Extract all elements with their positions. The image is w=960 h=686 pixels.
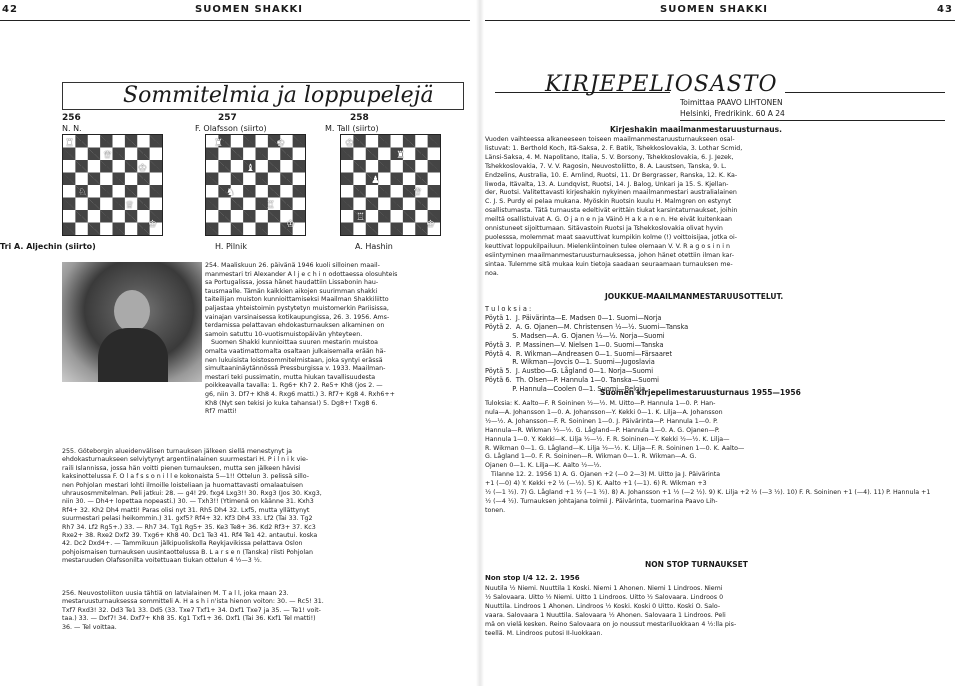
problem-257-author: F. Olafsson (siirto): [195, 124, 267, 133]
masthead-title: KIRJEPELIOSASTO: [545, 72, 778, 97]
editor-line: Toimittaa PAAVO LIHTONEN: [680, 98, 783, 107]
photo-body: [98, 328, 168, 382]
masthead-rule-bottom: [680, 120, 945, 121]
heading-non-stop: NON STOP TURNAUKSET: [645, 560, 748, 569]
problem-256-author: N. N.: [62, 124, 82, 133]
address-line: Helsinki, Fredrikink. 60 A 24: [680, 109, 785, 118]
right-page: [485, 0, 960, 686]
problem-258-number: 258: [350, 113, 369, 123]
section-title: Sommitelmia ja loppupelejä: [123, 83, 434, 108]
left-page: [0, 0, 475, 686]
article-254: 254. Maaliskuun 26. päivänä 1946 kuoli silloinen maail- manmestari tri Alexander A l j e c h i n odottaessa olosuhteis sa Portugalissa, jossa hänet haudattiin Lissabonin hau- tausmaalle. Tämän kaikkien aikojen suurimman shakki taiteilijan muiston kunnioittamiseksi Maailman Shakkiliitto paljastaa yhteistoimin pystytetyn muistomerkin Pariisissa, vainajan varsinaisessa kotikaupungissa, 26. 3. 1956. Ams- terdamissa pelattavan ehdokasturnauksen alkaminen on samoin satuttu 10-vuotismuistopäivän yhteyteen. Suomen Shakki kunnioittaa suuren mestarin muistoa omalta vaatimattomalta osaltaan julkaisemalla erään hä- nen lukuisista loistosommitelmistaan, joka syntyi erässä simultaaninäytännössä Pressburgissa v. 1933. Maailman- mestari teki pussimatin, mutta hiukan tavallisuudesta poikkeavalla tavalla: 1. Rg6+ Kh7 2. Re5+ Kh8 (jos 2. — g6, niin 3. Df7+ Kh8 4. Rxg6 matti.) 3. Rf7+ Kg8 4. Rxh6++ Kh8 (Nyt sen tekisi jo kuka tahansa!) 5. Dg8+! Txg8 6. Rf7 matti!: [205, 262, 398, 416]
non-stop-text: Nuutila ½ Niemi. Nuuttila 1 Koski. Niemi 1 Ahonen. Niemi 1 Lindroos. Niemi ½ Salovaara. Uitto ½ Niemi. Uitto 1 Lindroos. Uitto ½ Salovaara. Lindroos 0 Nuuttila. Lindroos 1 Ahonen. Lindroos ½ Koski. Koski 0 Uitto. Koski O. Salo- vaara. Salovaara 1 Nuuttila. Salovaara ½ Ahonen. Salovaara 1 Lindroos. Peli mä on vielä kesken. Reino Salovaara on jo noussut mestariluokkaan 4 ½:lla pis- teellä. M. Lindroos putosi II-luokkaan.: [485, 585, 737, 637]
board-caption-aljechin: Tri A. Aljechin (siirto): [0, 242, 96, 251]
masthead-rule-right: [785, 92, 945, 93]
book-spine: [476, 0, 484, 686]
chess-board-257: ♜ ♚ ♝ ♞ ♖ ♔: [205, 134, 306, 236]
section-title-box: [62, 82, 464, 110]
article-256: 256. Neuvostoliiton uusia tähtiä on latvialainen M. T a l l, joka maan 23. mestaruusturnauksessa sommitteli A. H a s h i n'ista hienon voiton: 30. — Rc5! 31. Txf7 Rxd3! 32. Dd3 Te1 33. Dd5 (33. Txe7 Txf1+ 34. Dxf1 Txe7 ja 35. — Te1! voit- taa.) 33. — Dxf7! 34. Dxf7+ Kh8 35. Kg1 Txf1+ 36. Dxf1 (Tai 36. Kxf1 Tel matti!) 36. — Tel voittaa.: [62, 590, 324, 631]
photo-face: [114, 290, 150, 332]
finnish-championship-text: Tuloksia: K. Aalto—F. R Soininen ½—½. M. Uitto—P. Hannula 1—0. P. Han- nula—A. Johansson 1—0. A. Johansson—Y. Kekki 0—1. K. Lilja—A. Johansson ½—½. A. Johansson—F. R. Soininen 1—0. J. Päivärinta—P. Hannula 1—0. P. Hannula—R. Wikman ½—½. G. Lågland—P. Hannula 1—0. A. G. Ojanen—P. Hannula 1—0. Y. Kekki—K. Lilja ½—½. F. R. Soininen—Y. Kekki ½—½. K. Lilja— R. Wikman 0—1. G. Lågland—K. Lilja ½—½. K. Lilja—F. R. Soininen 1—0. K. Aalto— G. Lågland 1—0. F. R. Soininen—R. Wikman 0—1. R. Wikman—A. G. Ojanen 0—1. K. Lilja—K. Aalto ½—½. Tilanne 12. 2. 1956 1) A. G. Ojanen +2 (—0 2—3) M. Uitto ja J. Päivärinta +1 (—0) 4) Y. Kekki +2 ½ (—½). 5) K. Aalto +1 (—1). 6) R. Wikman +3 ½ (—1 ½). 7) G. Lågland +1 ½ (—1 ½). 8) A. Johansson +1 ½ (—2 ½). 9) K. Lilja +2 ½ (—3 ½). 10) F. R. Soininen +1 (—4). 11) P. Hannula +1 ½ (—4 ½). Turnauksen johtajana toimii J. Päivärinta, tuomarina Paavo Lih- tonen.: [485, 400, 931, 514]
board-caption-pilnik: H. Pilnik: [215, 242, 247, 251]
heading-finnish-championship: Suomen kirjepelimestaruusturnaus 1955—1956: [600, 388, 801, 397]
chess-board-258: ♚ ♜ ♟ ♛ ♖ ♔: [340, 134, 441, 236]
left-running-head: SUOMEN SHAKKI: [195, 4, 303, 15]
problem-256-number: 256: [62, 113, 81, 123]
left-page-number: 42: [2, 4, 18, 15]
heading-team-matches: JOUKKUE-MAAILMANMESTARUUSOTTELUT.: [605, 292, 784, 301]
heading-non-stop-i4: Non stop I/4 12. 2. 1956: [485, 574, 580, 582]
team-results-text: T u l o k s i a : Pöytä 1. J. Päivärinta—E. Madsen 0—1. Suomi—Norja Pöytä 2. A. G. Ojanen—M. Christensen ½—½. Suomi—Tanska S. Madsen—A. G. Ojanen ½—½. Norja—Suomi Pöytä 3. P. Massinen—V. Nielsen 1—0. Suomi—Tanska Pöytä 4. R. Wikman—Andreasen 0—1. Suomi—Färsaaret R. Wikman—Jovcis 0—1. Suomi—Jugoslavia Pöytä 5. J. Austbo—G. Lågland 0—1. Norja—Suomi Pöytä 6. Th. Olsen—P. Hannula 1—0. Tanska—Suomi P. Hannula—Coolen 0—1. Suomi—Belgia: [485, 305, 689, 394]
right-page-number: 43: [937, 4, 953, 15]
problem-257-number: 257: [218, 113, 237, 123]
heading-world-championship: Kirjeshakin maailmanmestaruusturnaus.: [610, 125, 782, 134]
aljechin-portrait-photo: [62, 262, 202, 382]
board-caption-hashin: A. Hashin: [355, 242, 393, 251]
article-255: 255. Göteborgin alueidenvälisen turnauksen jälkeen siellä menestynyt ja ehdokasturnaukseen selviytynyt argentiinalainen suurmestari H. P i l n i k vie- raili Islannissa, jossa hän voitti pienen turnauksen, mutta sen jälkeen hävisi kaksinottelussa F. O l a f s s o n i l l e kokonaista 5—1!! Ottelun 3. pelissä sillo- nen Pohjolan mestari lohti ilmoille loisteliaan ja huomattavasti omalaatuisen uhrausosmmitelman. Peli jatkui: 28. — g4! 29. fxg4 Lxg3!! 30. Rxg3 (Jos 30. Kxg3, niin 30. — Dh4+ lopettaa nopeasti.) 30. — Txh3!! (Ytimenä on käänne 31. Kxh3 Rf4+ 32. Kh2 Dh4 matti! Paras olisi nyt 31. Rh5 Dh4 32. Lxf5, mutta yllättynyt suurmestari pelasi heikommin.) 31. gxf5? Rf4+ 32. Kf3 Dh4 33. Lf2 (Tai 33. Tg2 Rh7 34. Lf2 Rg5+.) 33. — Rh7 34. Tg1 Rg5+ 35. Ke3 Te8+ 36. Kd2 Rf3+ 37. Kc3 Rxe2+ 38. Rxe2 Dxf2 39. Txg6+ Kh8 40. Dc1 Te3 41. Rf4 Te1 42. antautui. koska 42. Dc2 Dxd4+. — Tammikuun jälkipuoliskolla Reykjavikissa pelattava Oslon pohjoismaisen turnauksen uusintaottelussa B. L a r s e n (Tanska) riisti Pohjolan mestaruuden Olafssonilta voitettuaan tiukan ottelun 4 ½—3 ½.: [62, 448, 322, 565]
chess-board-256: ♜ ♛ ♚ ♘ ♕ ♔: [62, 134, 163, 236]
right-running-head: SUOMEN SHAKKI: [660, 4, 768, 15]
problem-258-author: M. Tall (siirto): [325, 124, 379, 133]
left-header-rule: [0, 20, 470, 21]
right-header-rule: [485, 20, 955, 21]
world-championship-text: Vuoden vaihteessa alkaneeseen toiseen maailmanmestaruusturnaukseen osal- listuvat: 1. Berthold Koch, Itä-Saksa, 2. F. Batik, Tshekkoslovakia, 3. Lothar Scmid, Länsi-Saksa, 4. M. Napolitano, Italia, 5. V. Borsony, Tshekkoslovakia, 6. J. Jezek, Tshekkoslovakia, 7. V. V. Ragosin, Neuvostoliitto, 8. A. Laustsen, Tanska, 9. L. Endzelins, Australia, 10. E. Arnlind, Ruotsi, 11. Dr Bergrasser, Ranska, 12. K. Ka- liwoda, Itävalta, 13. A. Lundqvist, Ruotsi, 14. J. Balog, Unkari ja 15. S. Kjellan- der, Ruotsi. Valitettavasti kirjeshakin nykyinen maailmanmestari australialainen C. J. S. Purdy ei pelaa mukana. Myöskin Ruotsin kuulu H. Malmgren on estynyt osallistumasta. Tätä turnausta edeltivät erittäin tiukat karsintaturnaukset, joihin meiltä osallistuivat A. G. O j a n e n ja Väinö H a k a n e n. He eivät kuitenkaan onnistuneet sijoittumaan. Sitävastoin Ruotsi ja Tshekkoslovakia olivat hyvin puolesssa, molemmat maat saavuttivat kumpikin kolme (!) voittoisijaa, jotka oi- keuttivat loppukilpailuun. Mielenkiintoinen tulee olemaan V. V. R a g o s i n i n esiintyminen maailmanmestaruusturnauksessa, johon hänet otettiin ilman kar- sintaa. Tulemme sitä mukaa kuin tietoja saadaan seuraamaan turnauksen me- noa.: [485, 136, 743, 277]
